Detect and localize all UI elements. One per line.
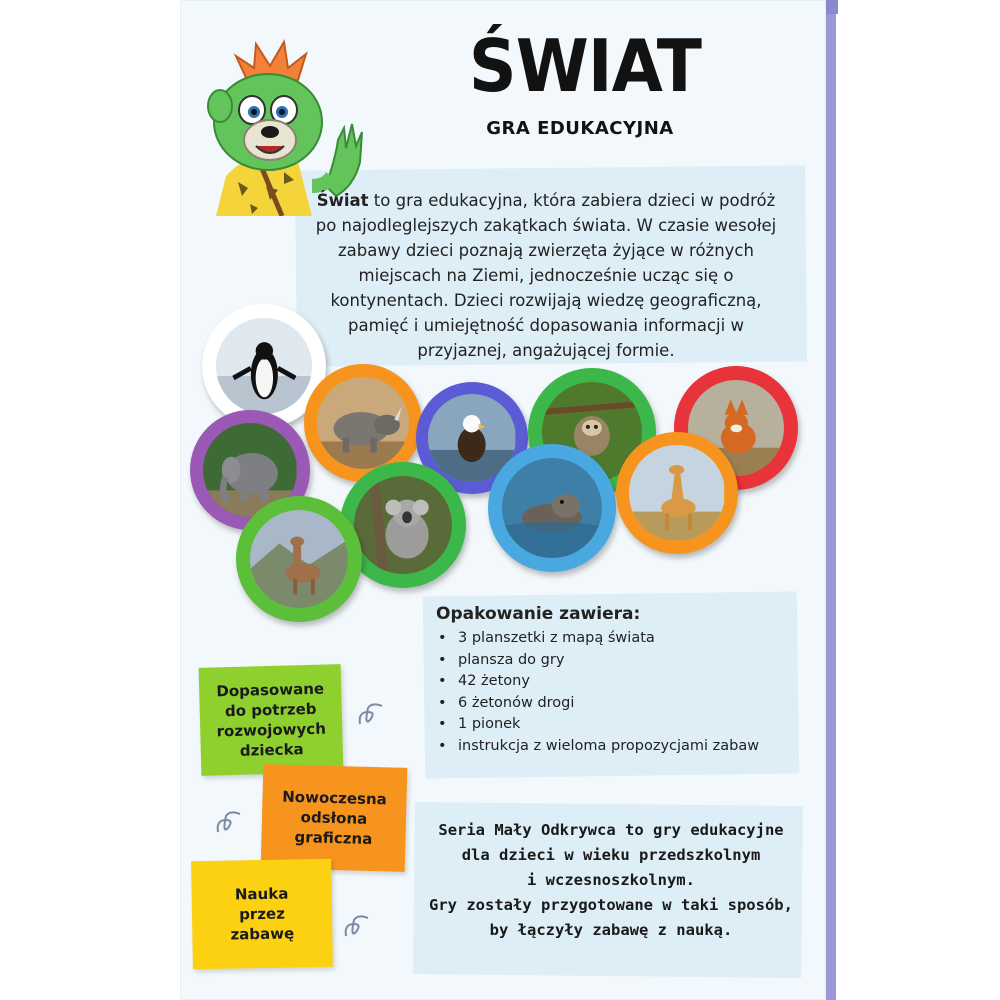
squiggle-decoration (214, 808, 244, 838)
series-line: by łączyły zabawę z nauką. (489, 921, 733, 939)
animal-token-llama (236, 496, 362, 622)
contents-item: • plansza do gry (436, 650, 816, 672)
penguin-photo (216, 318, 313, 415)
sticky-line: do potrzeb (224, 699, 317, 721)
sticky-line: Nowoczesna (282, 787, 388, 809)
rhino-photo (317, 377, 409, 469)
llama-photo (250, 510, 348, 608)
contents-item: • 1 pionek (436, 714, 816, 736)
series-description (418, 818, 804, 943)
koala-photo (354, 476, 452, 574)
sticky-note-graphics (261, 764, 408, 872)
sticky-note-learning (191, 859, 333, 969)
sticky-line: graficzna (294, 827, 373, 849)
animal-token-giraffe (616, 432, 738, 554)
sticky-line: rozwojowych (216, 719, 327, 741)
intro-body: to gra edukacyjna, która zabiera dzieci w podróż po najodleglejszych zakątkach świata. W czasie wesołej zabawy dzieci poznają zwierzęta żyjące w różnych miejscach na Ziemi, jednocześnie ucząc się o kontynentach. Dzieci rozwijają wiedzę geograficzną, pamięć i umiejętność dopasowania informacji w przyjaznej, angażującej formie. (315, 191, 777, 360)
animal-token-seal (488, 444, 616, 572)
game-title: ŚWIAT (468, 24, 702, 108)
contents-item: • instrukcja z wieloma propozycjami zabaw (436, 736, 816, 758)
giraffe-photo (629, 445, 724, 540)
contents-item: • 6 żetonów drogi (436, 693, 816, 715)
squiggle-decoration (356, 700, 386, 730)
contents-heading: Opakowanie zawiera: (436, 604, 641, 624)
package-contents (436, 604, 816, 757)
sticky-note-development (199, 664, 344, 776)
series-line: Gry zostały przygotowane w taki sposób, (429, 896, 793, 914)
series-line: Seria Mały Odkrywca to gry edukacyjne (438, 821, 784, 839)
sticky-line: zabawę (230, 924, 295, 944)
game-subtitle: GRA EDUKACYJNA (486, 118, 674, 139)
intro-text (312, 188, 780, 363)
squiggle-decoration (342, 912, 372, 942)
intro-bold-word: Świat (316, 191, 369, 210)
seal-photo (502, 458, 602, 558)
sticky-line: Dopasowane (216, 679, 325, 701)
contents-list (436, 628, 816, 757)
contents-item: • 3 planszetki z mapą świata (436, 628, 816, 650)
sticky-line: Nauka (234, 884, 289, 904)
contents-item: • 42 żetony (436, 671, 816, 693)
series-line: dla dzieci w wieku przedszkolnym (461, 846, 761, 864)
sticky-line: dziecka (239, 740, 304, 760)
sticky-line: odsłona (300, 808, 368, 828)
series-line: i wczesnoszkolnym. (527, 871, 695, 889)
sticky-line: przez (238, 904, 286, 924)
